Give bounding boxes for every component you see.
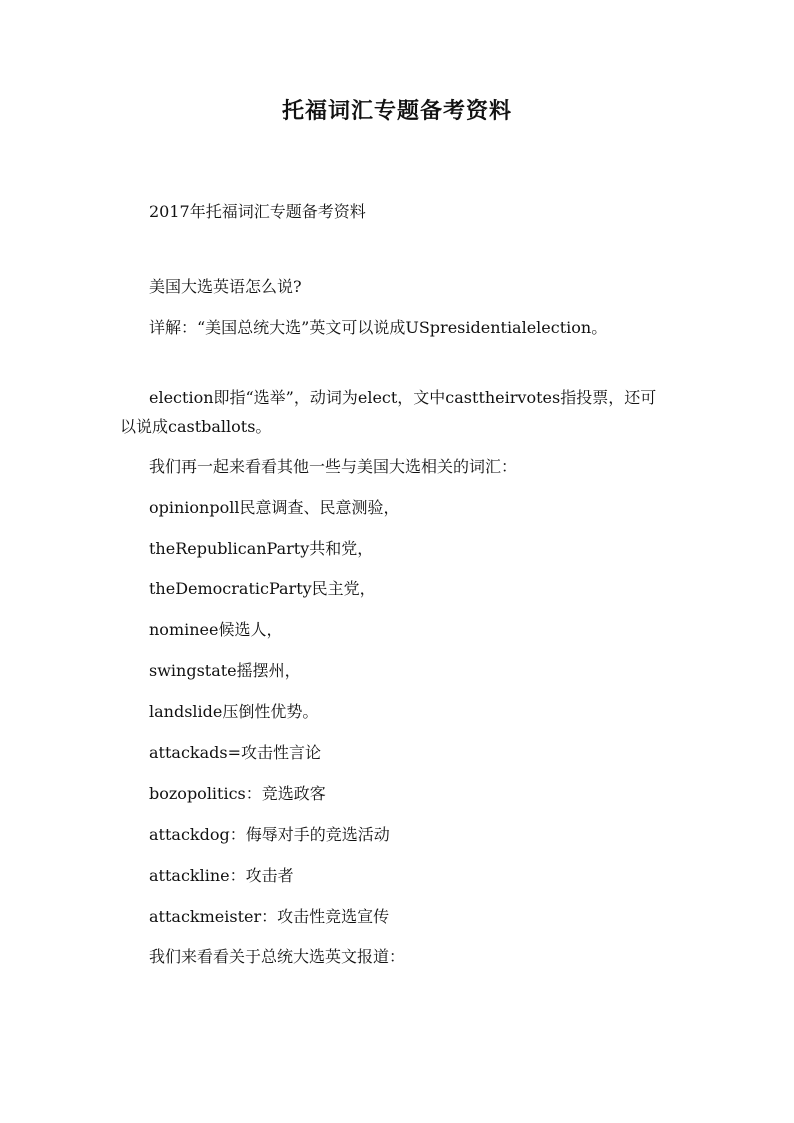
term-item: opinionpoll民意调查、民意测验，	[149, 498, 400, 517]
question-line: 美国大选英语怎么说?	[149, 277, 302, 296]
term-item: attackmeister：攻击性竞选宣传	[149, 907, 390, 926]
term-item: theDemocraticParty民主党，	[149, 579, 376, 598]
terms-intro: 我们再一起来看看其他一些与美国大选相关的词汇：	[149, 457, 518, 476]
term-item: attackline：攻击者	[149, 866, 294, 885]
term-item: attackads=攻击性言论	[149, 743, 321, 762]
term-item: attackdog：侮辱对手的竞选活动	[149, 825, 390, 844]
document-title: 托福词汇专题备考资料	[281, 98, 512, 124]
paragraph-election-definition: election即指“选举”，动词为elect，文中casttheirvotes指投票，还可以说成castballots。	[120, 388, 657, 436]
term-item: landslide压倒性优势。	[149, 702, 319, 721]
term-item: theRepublicanParty共和党，	[149, 539, 374, 558]
closing-line: 我们来看看关于总统大选英文报道：	[149, 947, 406, 966]
term-item: bozopolitics：竞选政客	[149, 784, 326, 803]
document-subtitle: 2017年托福词汇专题备考资料	[149, 202, 366, 221]
paragraph-explanation: 详解：“美国总统大选”英文可以说成USpresidentialelection。	[149, 318, 608, 337]
term-item: nominee候选人，	[149, 620, 283, 639]
term-item: swingstate摇摆州，	[149, 661, 301, 680]
